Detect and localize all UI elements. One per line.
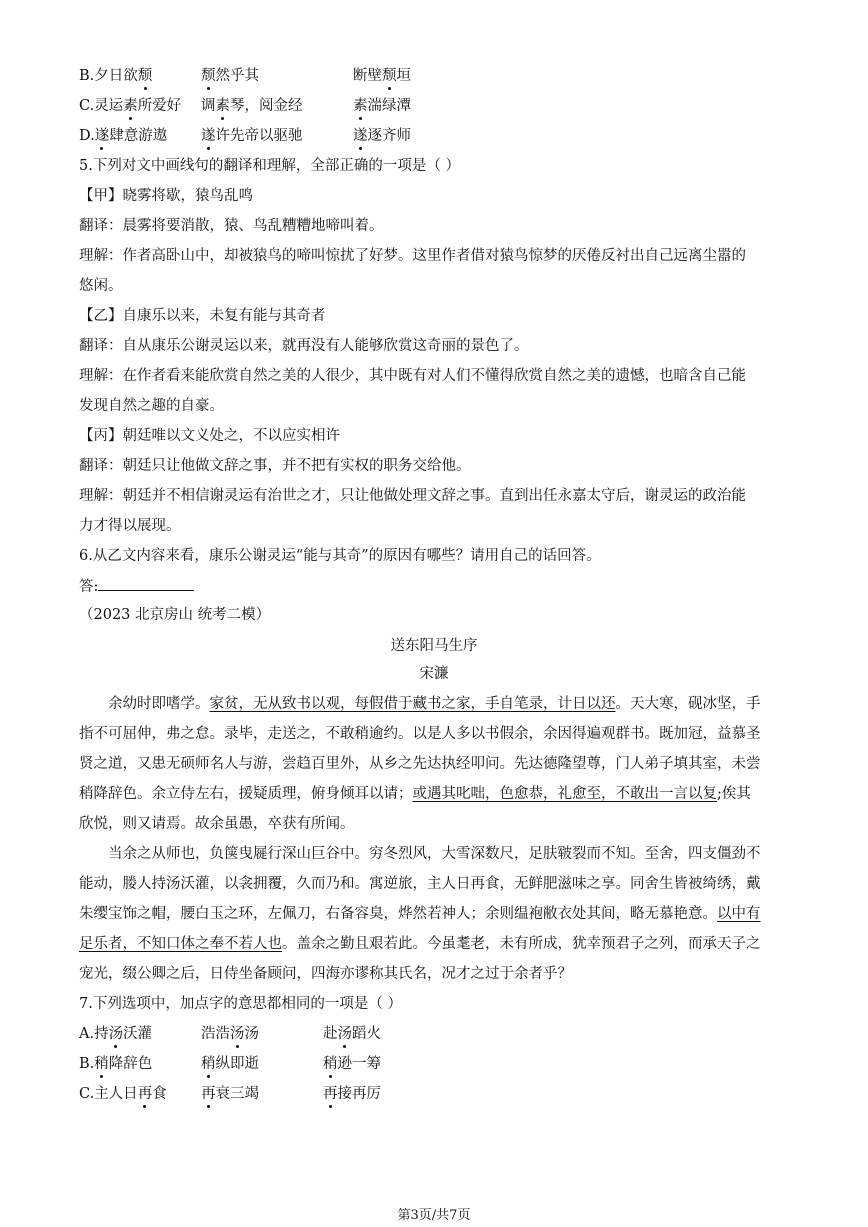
q5-yi-sentence: 【乙】自康乐以来，未复有能与其奇者 [79, 308, 326, 324]
passage-p1-line5: 欣悦，则又请焉。故余虽愚，卒获有所闻。 [79, 816, 355, 832]
q7-option-b: B.稍降辞色 稍纵即逝 稍逊一筹 [79, 1056, 381, 1072]
passage-p1-line3: 贤之道，又患无硕师名人与游，尝趋百里外，从乡之先达执经叩问。先达德隆望尊，门人弟子填其室，未尝 [79, 756, 761, 772]
passage-title: 送东阳马生序 [390, 638, 478, 654]
q7-option-a: A.持汤沃灌 浩浩汤汤 赴汤蹈火 [79, 1026, 381, 1042]
q5-jia-sentence: 【甲】晓雾将歇，猿鸟乱鸣 [79, 188, 253, 204]
question-5-title: 5.下列对文中画线句的翻译和理解，全部正确的一项是（ ） [79, 158, 460, 174]
q5-jia-translation: 翻译：晨雾将要消散，猿、鸟乱糟糟地啼叫着。 [79, 218, 384, 234]
passage-p1-line1: 余幼时即嗜学。家贫，无从致书以观，每假借于藏书之家，手自笔录，计日以还。天大寒，砚冰坚，手 [108, 696, 761, 712]
passage-p2-line2: 能动，媵人持汤沃灌，以衾拥覆，久而乃和。寓逆旅，主人日再食，无鲜肥滋味之享。同舍生皆被绮绣，戴 [79, 876, 761, 892]
source-note: （2023 北京房山 统考二模） [79, 607, 271, 623]
q5-yi-understanding-cont: 发现自然之趣的自豪。 [79, 398, 224, 414]
passage-p2-line3: 朱缨宝饰之帽，腰白玉之环，左佩刀，右备容臭，烨然若神人；余则缊袍敝衣处其间，略无慕艳意。以中有 [79, 906, 761, 922]
q5-jia-understanding: 理解：作者高卧山中，却被猿鸟的啼叫惊扰了好梦。这里作者借对猿鸟惊梦的厌倦反衬出自己远离尘嚣的 [79, 248, 746, 264]
answer-blank[interactable] [98, 576, 194, 591]
q5-bing-translation: 翻译：朝廷只让他做文辞之事，并不把有实权的职务交给他。 [79, 458, 471, 474]
underlined-sentence-1: 家贫，无从致书以观，每假借于藏书之家，手自笔录，计日以还 [209, 696, 616, 712]
passage-p1-line4: 稍降辞色。余立侍左右，援疑质理，俯身倾耳以请；或遇其叱咄，色愈恭，礼愈至，不敢出一言以复;俟其 [79, 786, 751, 802]
passage-p2-line5: 宠光，缀公卿之后，日侍坐备顾问，四海亦谬称其氏名，况才之过于余者乎？ [79, 966, 572, 982]
q5-yi-translation: 翻译：自从康乐公谢灵运以来，就再没有人能够欣赏这奇丽的景色了。 [79, 338, 529, 354]
answer-label: 答: [79, 579, 99, 595]
q5-bing-understanding-cont: 力才得以展现。 [79, 518, 181, 534]
underlined-sentence-3a: 以中有 [717, 906, 761, 922]
passage-p1-line2: 指不可屈伸，弗之怠。录毕，走送之，不敢稍逾约。以是人多以书假余，余因得遍观群书。既加冠，益慕圣 [79, 726, 761, 742]
page-number: 第3页/共7页 [397, 1208, 471, 1223]
option-row-c: C.灵运素所爱好 调素琴，阅金经 素湍绿潭 [79, 98, 411, 114]
question-7-title: 7.下列选项中，加点字的意思都相同的一项是（ ） [79, 996, 402, 1012]
q5-yi-understanding: 理解：在作者看来能欣赏自然之美的人很少，其中既有对人们不懂得欣赏自然之美的遗憾，也暗含自己能 [79, 368, 746, 384]
q5-bing-understanding: 理解：朝廷并不相信谢灵运有治世之才，只让他做处理文辞之事。直到出任永嘉太守后，谢灵运的政治能 [79, 488, 746, 504]
underlined-sentence-3b: 足乐者，不知口体之奉不若人也 [79, 936, 282, 952]
q6-answer [79, 576, 194, 597]
q7-option-c: C.主人日再食 再衰三竭 再接再厉 [79, 1086, 381, 1102]
passage-p2-line1: 当余之从师也，负箧曳屣行深山巨谷中。穷冬烈风，大雪深数尺，足肤皲裂而不知。至舍，四支僵劲不 [108, 846, 761, 862]
q5-jia-understanding-cont: 悠闲。 [79, 278, 123, 294]
passage-author: 宋濂 [419, 666, 449, 682]
question-6-title: 6.从乙文内容来看，康乐公谢灵运“能与其奇”的原因有哪些？请用自己的话回答。 [79, 548, 601, 564]
passage-p2-line4: 足乐者，不知口体之奉不若人也。盖余之勤且艰若此。今虽耄老，未有所成，犹幸预君子之列，而承天子之 [79, 936, 761, 952]
q5-bing-sentence: 【丙】朝廷唯以文义处之，不以应实相许 [79, 428, 340, 444]
option-row-d: D.遂肆意游遨 遂许先帝以驱驰 遂逐齐师 [79, 128, 411, 144]
underlined-sentence-2: 或遇其叱咄，色愈恭，礼愈至，不敢出一言以复 [412, 786, 717, 802]
option-row-b: B.夕日欲颓 颓然乎其 断壁颓垣 [79, 68, 411, 84]
